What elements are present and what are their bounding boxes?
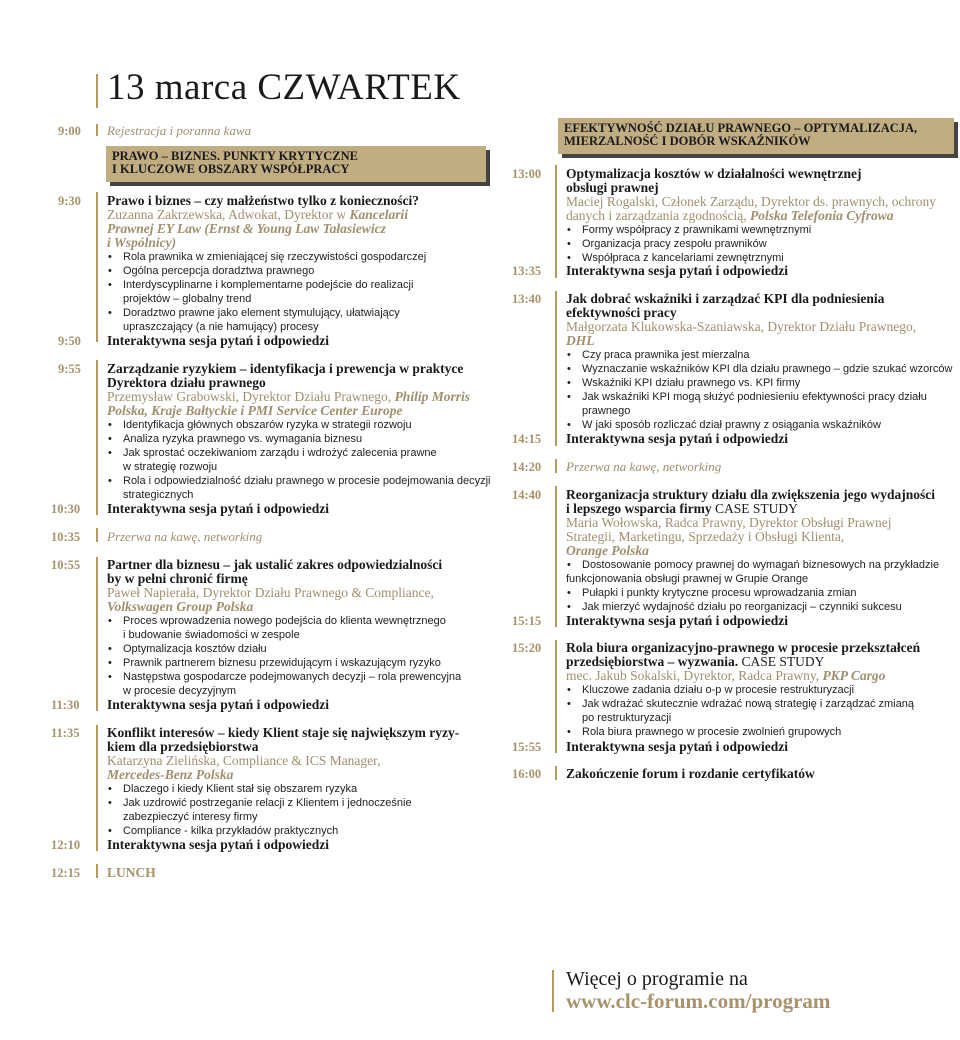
left-divider xyxy=(96,124,98,136)
left-divider xyxy=(96,360,98,515)
session-title: Zarządzanie ryzykiem – identyfikacja i prewencja w praktyce xyxy=(107,361,464,376)
session-speaker-org: Polska, Kraje Bałtyckie i PMI Service Center Europe xyxy=(107,403,403,418)
session-speaker: Katarzyna Zielińska, Compliance & ICS Manager, xyxy=(107,753,381,768)
list-item: • Współpraca z kancelariami zewnętrznymi xyxy=(566,251,956,265)
session-time: 12:10 xyxy=(51,838,81,852)
list-item: • Jak wskaźniki KPI mogą służyć podniesieniu efektywności pracy działu prawnego xyxy=(566,390,958,418)
list-item: • Compliance - kilka przykładów praktycznych xyxy=(107,824,497,838)
list-item: • Proces wprowadzenia nowego podejścia do klienta wewnętrznego i budowanie świadomości w zespole xyxy=(107,614,497,642)
session-speaker: Zuzanna Zakrzewska, Adwokat, Dyrektor w Kancelarii xyxy=(107,207,409,222)
title-divider xyxy=(96,74,98,108)
list-item: • Rola biura prawnego w procesie zwolnień grupowych xyxy=(566,725,958,739)
session-title: obsługi prawnej xyxy=(566,180,659,195)
list-item: • Rola prawnika w zmieniającej się rzeczywistości gospodarczej xyxy=(107,250,497,264)
session-time: 13:35 xyxy=(512,264,542,278)
right-divider xyxy=(555,486,557,627)
session-title: kiem dla przedsiębiorstwa xyxy=(107,739,259,754)
coffee-break-label: Przerwa na kawę, networking xyxy=(566,459,722,474)
qa-session: Interaktywna sesja pytań i odpowiedzi xyxy=(107,333,330,348)
session-time: 10:55 xyxy=(51,558,81,572)
section-band-left xyxy=(106,146,486,182)
list-item: • W jaki sposób rozliczać dział prawny z osiągania wskaźników xyxy=(566,418,958,432)
session-time: 14:15 xyxy=(512,432,542,446)
section-band-title: I KLUCZOWE OBSZARY WSPÓŁPRACY xyxy=(112,162,350,176)
session-time: 9:30 xyxy=(58,194,81,208)
session-speaker: Paweł Napierała, Dyrektor Działu Prawnego & Compliance, xyxy=(107,585,434,600)
coffee-break-label: Przerwa na kawę, networking xyxy=(107,529,263,544)
list-item: • Wskaźniki KPI działu prawnego vs. KPI firmy xyxy=(566,376,958,390)
list-item: • Pułapki i punkty krytyczne procesu wprowadzania zmian xyxy=(566,586,958,600)
list-item: • Rola i odpowiedzialność działu prawnego w procesie podejmowania decyzji strategicznych xyxy=(107,474,497,502)
session-speaker: Strategii, Marketingu, Sprzedaży i Obsługi Klienta, xyxy=(566,529,845,544)
session-time: 11:35 xyxy=(51,726,80,740)
session-time: 11:30 xyxy=(51,698,80,712)
list-item: • Formy współpracy z prawnikami wewnętrznymi xyxy=(566,223,956,237)
list-item: • Prawnik partnerem biznesu przewidującym i wskazującym ryzyko xyxy=(107,656,497,670)
list-item: • Następstwa gospodarcze podejmowanych decyzji – rola prewencyjna w procesie decyzyjnym xyxy=(107,670,497,698)
list-item: • Doradztwo prawne jako element stymulujący, ułatwiający upraszczający (a nie hamujący) procesy xyxy=(107,306,497,334)
list-item: • Dlaczego i kiedy Klient stał się obszarem ryzyka xyxy=(107,782,497,796)
session-topics xyxy=(107,418,497,502)
right-divider xyxy=(555,291,557,446)
session-speaker-org: Mercedes-Benz Polska xyxy=(107,767,234,782)
list-item: • Interdyscyplinarne i komplementarne podejście do realizacji projektów – globalny trend xyxy=(107,278,497,306)
session-block xyxy=(107,558,497,698)
qa-session: Interaktywna sesja pytań i odpowiedzi xyxy=(566,613,789,628)
session-topics xyxy=(107,782,497,838)
session-speaker: Maciej Rogalski, Członek Zarządu, Dyrektor ds. prawnych, ochrony xyxy=(566,194,937,209)
list-item: • Wyznaczanie wskaźników KPI dla działu prawnego – gdzie szukać wzorców xyxy=(566,362,958,376)
session-time: 12:15 xyxy=(51,866,81,880)
section-band-title: MIERZALNOŚĆ I DOBÓR WSKAŹNIKÓW xyxy=(564,134,811,148)
session-title: efektywności pracy xyxy=(566,305,677,320)
session-block xyxy=(566,488,958,614)
session-topics xyxy=(107,614,497,698)
session-time: 13:40 xyxy=(512,292,542,306)
session-block xyxy=(107,362,497,502)
session-title: Jak dobrać wskaźniki i zarządzać KPI dla podniesienia xyxy=(566,291,885,306)
session-speaker-org: Prawnej EY Law (Ernst & Young Law Tałasiewicz xyxy=(107,221,386,236)
qa-session: Interaktywna sesja pytań i odpowiedzi xyxy=(107,837,330,852)
session-time: 13:00 xyxy=(512,167,542,181)
left-divider xyxy=(96,557,98,711)
session-speaker-org: Orange Polska xyxy=(566,543,649,558)
session-block xyxy=(107,726,497,838)
session-time: 9:55 xyxy=(58,362,81,376)
session-time: 9:00 xyxy=(58,124,81,138)
right-divider xyxy=(555,459,557,473)
list-item: • Analiza ryzyka prawnego vs. wymagania biznesu xyxy=(107,432,497,446)
session-title: Optymalizacja kosztów w działalności wewnętrznej xyxy=(566,166,862,181)
session-speaker-org: DHL xyxy=(566,333,595,348)
session-title: Prawo i biznes – czy małżeństwo tylko z konieczności? xyxy=(107,193,419,208)
page-title: 13 marca CZWARTEK xyxy=(107,67,461,108)
session-block xyxy=(107,194,497,334)
session-title: Partner dla biznesu – jak ustalić zakres odpowiedzialności xyxy=(107,557,443,572)
list-item: • Jak sprostać oczekiwaniom zarządu i wdrożyć zalecenia prawne w strategię rozwoju xyxy=(107,446,497,474)
session-topics xyxy=(566,683,958,739)
qa-session: Interaktywna sesja pytań i odpowiedzi xyxy=(107,697,330,712)
section-band-title: PRAWO – BIZNES. PUNKTY KRYTYCZNE xyxy=(112,149,359,163)
lunch-label: LUNCH xyxy=(107,865,156,880)
session-block xyxy=(566,292,958,432)
session-time: 15:15 xyxy=(512,614,542,628)
closing-session: Zakończenie forum i rozdanie certyfikatów xyxy=(566,766,815,781)
session-block xyxy=(566,167,956,265)
list-item: • Ogólna percepcja doradztwa prawnego xyxy=(107,264,497,278)
list-item: • Jak mierzyć wydajność działu po reorganizacji – czynniki sukcesu xyxy=(566,600,958,614)
session-title: Konflikt interesów – kiedy Klient staje się największym ryzy- xyxy=(107,725,460,740)
session-speaker: mec. Jakub Sokalski, Dyrektor, Radca Prawny, PKP Cargo xyxy=(566,668,886,683)
program-link[interactable]: www.clc-forum.com/program xyxy=(566,989,831,1013)
session-speaker: Maria Wołowska, Radca Prawny, Dyrektor Obsługi Prawnej xyxy=(566,515,892,530)
qa-session: Interaktywna sesja pytań i odpowiedzi xyxy=(107,501,330,516)
session-time: 14:20 xyxy=(512,460,542,474)
session-title: Reorganizacja struktury działu dla zwiększenia jego wydajności xyxy=(566,487,935,502)
qa-session: Interaktywna sesja pytań i odpowiedzi xyxy=(566,739,789,754)
session-title: Dyrektora działu prawnego xyxy=(107,375,266,390)
session-topics xyxy=(566,558,958,614)
session-topics xyxy=(107,250,497,334)
session-topics xyxy=(566,223,956,265)
session-speaker-org: Volkswagen Group Polska xyxy=(107,599,254,614)
list-item: • Jak wdrażać skutecznie wdrażać nową strategię i zarządzać zmianą po restrukturyzacji xyxy=(566,697,958,725)
list-item: • Organizacja pracy zespołu prawników xyxy=(566,237,956,251)
list-item: • Czy praca prawnika jest mierzalna xyxy=(566,348,958,362)
session-speaker: Małgorzata Klukowska-Szaniawska, Dyrektor Działu Prawnego, xyxy=(566,319,917,334)
right-divider xyxy=(555,640,557,753)
section-band-title: EFEKTYWNOŚĆ DZIAŁU PRAWNEGO – OPTYMALIZACJA, xyxy=(564,121,918,135)
list-item: • Dostosowanie pomocy prawnej do wymagań biznesowych na przykładzie funkcjonowania obsługi prawnej w Grupie Orange xyxy=(566,558,958,586)
session-time: 10:35 xyxy=(51,530,81,544)
more-info-label: Więcej o programie na xyxy=(566,968,748,990)
session-time: 14:40 xyxy=(512,488,542,502)
session-time: 15:20 xyxy=(512,641,542,655)
session-time: 16:00 xyxy=(512,767,542,781)
session-speaker: Przemysław Grabowski, Dyrektor Działu Prawnego, Philip Morris xyxy=(107,389,470,404)
left-divider xyxy=(96,725,98,851)
session-topics xyxy=(566,348,958,432)
right-divider xyxy=(555,766,557,780)
session-speaker-org: i Wspólnicy) xyxy=(107,235,177,250)
registration-label: Rejestracja i poranna kawa xyxy=(107,123,252,138)
list-item: • Jak uzdrowić postrzeganie relacji z Klientem i jednocześnie zabezpieczyć interesy firmy xyxy=(107,796,497,824)
left-divider xyxy=(96,864,98,878)
list-item: • Identyfikacja głównych obszarów ryzyka w strategii rozwoju xyxy=(107,418,497,432)
left-divider xyxy=(96,528,98,542)
session-speaker-org: danych i zarządzania zgodnością, Polska Telefonia Cyfrowa xyxy=(566,208,894,223)
left-divider xyxy=(96,192,98,342)
session-block xyxy=(566,641,958,739)
right-divider xyxy=(555,165,557,278)
session-title: przedsiębiorstwa – wyzwania. CASE STUDY xyxy=(566,654,825,669)
session-title: Rola biura organizacyjno-prawnego w procesie przekształceń xyxy=(566,640,921,655)
session-time: 15:55 xyxy=(512,740,542,754)
qa-session: Interaktywna sesja pytań i odpowiedzi xyxy=(566,431,789,446)
session-title: by w pełni chronić firmę xyxy=(107,571,248,586)
session-time: 10:30 xyxy=(51,502,81,516)
section-band-right xyxy=(558,118,954,154)
session-time: 9:50 xyxy=(58,334,81,348)
list-item: • Kluczowe zadania działu o-p w procesie restrukturyzacji xyxy=(566,683,958,697)
list-item: • Optymalizacja kosztów działu xyxy=(107,642,497,656)
qa-session: Interaktywna sesja pytań i odpowiedzi xyxy=(566,263,789,278)
session-title: i lepszego wsparcia firmy CASE STUDY xyxy=(566,501,798,516)
footer-divider xyxy=(552,970,554,1012)
